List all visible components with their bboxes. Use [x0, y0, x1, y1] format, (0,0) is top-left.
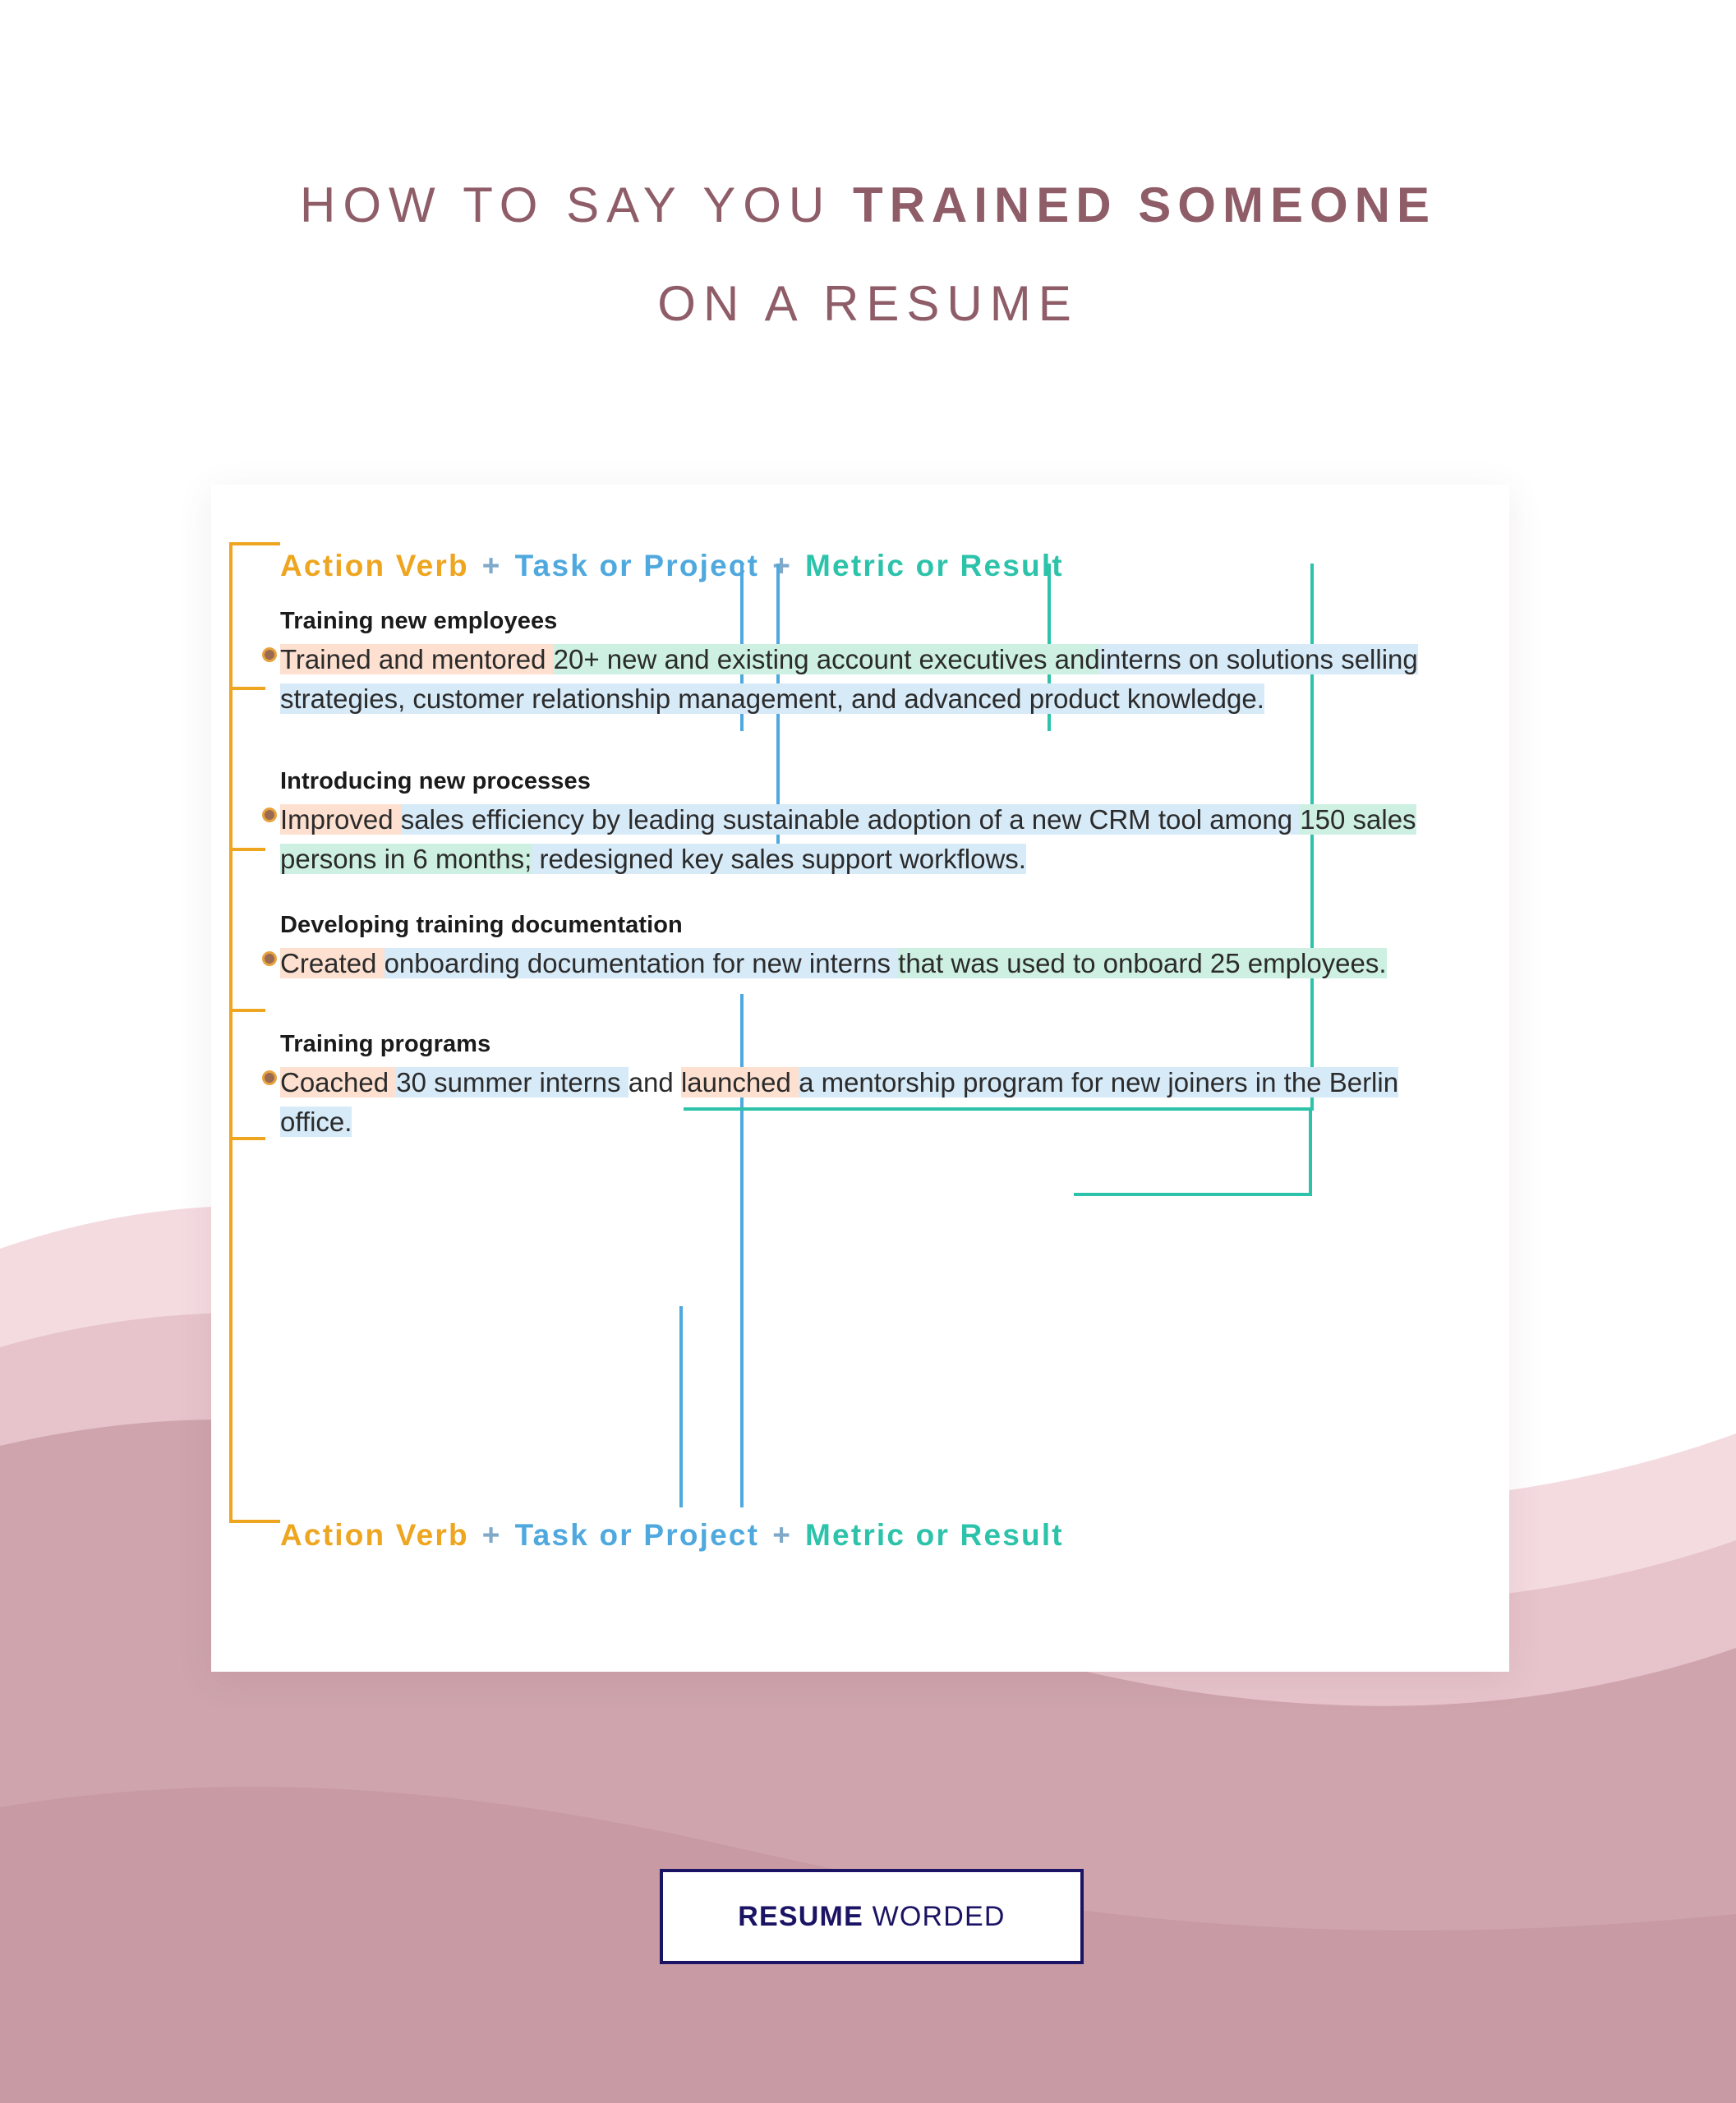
legend-metric-or-result: Metric or Result	[805, 549, 1064, 582]
segment-verb-2: launched	[680, 1067, 799, 1098]
segment-metric: 150 sales persons in 6 months;	[280, 804, 1416, 874]
legend-task-or-project: Task or Project	[514, 549, 760, 582]
segment-plain: and	[628, 1067, 681, 1098]
legend-plus-3: +	[481, 1518, 502, 1552]
bullet-body-4	[280, 1063, 1447, 1142]
bullet-dot-icon	[262, 951, 277, 966]
bullet-dot-icon	[262, 1070, 277, 1085]
logo-text-light: WORDED	[863, 1900, 1006, 1932]
segment-verb: Coached	[280, 1067, 397, 1098]
legend-metric-or-result-bottom: Metric or Result	[805, 1518, 1064, 1552]
legend-plus-1: +	[481, 549, 502, 582]
bullet-heading-1: Training new employees	[280, 608, 558, 634]
resume-example-card	[211, 485, 1509, 1672]
legend-action-verb: Action Verb	[280, 549, 469, 582]
title-line-1-strong: TRAINED SOMEONE	[852, 177, 1436, 232]
bullet-body-3	[280, 944, 1447, 983]
segment-metric: 20+ new and existing account executives and	[553, 644, 1100, 674]
page-title	[0, 156, 1736, 353]
bullet-heading-3: Developing training documentation	[280, 912, 683, 938]
segment-verb: Trained and mentored	[280, 644, 554, 674]
title-line-1	[0, 156, 1736, 255]
segment-task: sales efficiency by leading sustainable adoption of a new CRM tool among	[400, 804, 1301, 835]
legend-task-or-project-bottom: Task or Project	[514, 1518, 760, 1552]
resume-worded-logo	[660, 1869, 1084, 1964]
segment-task-2: a mentorship program for new joiners in the Berlin office.	[280, 1067, 1399, 1137]
logo-text	[738, 1901, 1005, 1933]
segment-metric: that was used to onboard 25 employees.	[898, 948, 1387, 978]
legend-plus-2: +	[772, 549, 793, 582]
bullet-group-1	[280, 608, 1447, 719]
segment-task: onboarding documentation for new interns	[384, 948, 899, 978]
legend-plus-4: +	[772, 1518, 793, 1552]
segment-verb: Created	[280, 948, 384, 978]
bullet-heading-2: Introducing new processes	[280, 768, 591, 794]
bullet-group-4	[280, 1031, 1447, 1142]
bullet-body-2	[280, 800, 1447, 879]
segment-task: interns on solutions selling strategies, customer relationship management, and advanced product knowledge.	[280, 644, 1418, 714]
bullet-group-3	[280, 912, 1447, 983]
segment-task-2: redesigned key sales support workflows.	[532, 844, 1026, 874]
title-line-2: ON A RESUME	[657, 276, 1079, 331]
bullet-dot-icon	[262, 808, 277, 822]
bullet-group-2	[280, 768, 1447, 879]
bullet-dot-icon	[262, 647, 277, 662]
title-line-1-plain: HOW TO SAY YOU	[300, 177, 853, 232]
segment-verb: Improved	[280, 804, 401, 835]
legend-action-verb-bottom: Action Verb	[280, 1518, 469, 1552]
bullet-heading-4: Training programs	[280, 1031, 491, 1057]
segment-task: 30 summer interns	[396, 1067, 629, 1098]
bullet-body-1	[280, 640, 1447, 719]
logo-text-strong: RESUME	[738, 1900, 863, 1932]
